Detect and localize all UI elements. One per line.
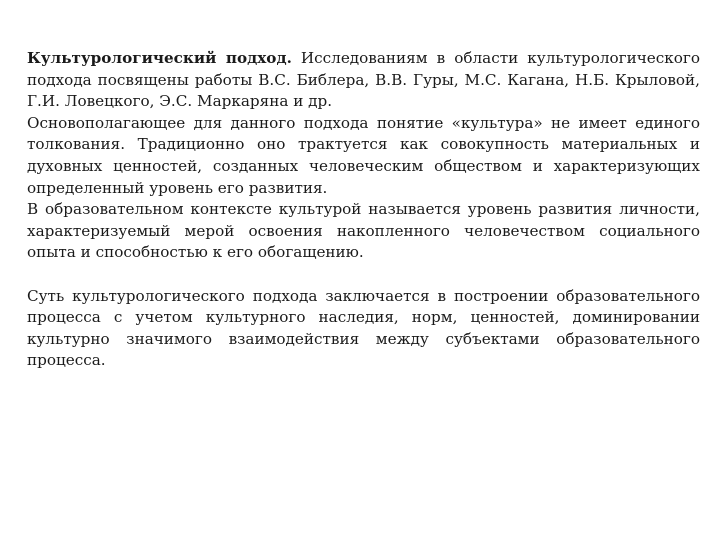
paragraph-1 [27,48,700,113]
paragraph-spacer [27,264,700,286]
paragraph-2: Основополагающее для данного подхода понятие «культура» не имеет единого толкования. Традиционно оно трактуется как совокупность материальных и духовных ценностей, созданных человеческим обществом и характеризующих определенный уровень его развития. [27,113,700,197]
section-heading: Культурологический подход. [27,49,292,67]
paragraph-1-text: Исследованиям в области культурологического подхода посвящены работы В.С. Библера, В.В. Гуры, М.С. Кагана, Н.Б. Крыловой, Г.И. Ловецкого, Э.С. Маркаряна и др. [27,49,700,111]
paragraph-4: Суть культурологического подхода заключается в построении образовательного процесса с учетом культурного наследия, норм, ценностей, доминировании культурно значимого взаимодействия между субъектами образовательного процесса. [27,286,700,370]
paragraph-3: В образовательном контексте культурой называется уровень развития личности, характеризуемый мерой освоения накопленного человечеством социального опыта и способностью к его обогащению. [27,200,700,262]
text-block [27,48,700,372]
